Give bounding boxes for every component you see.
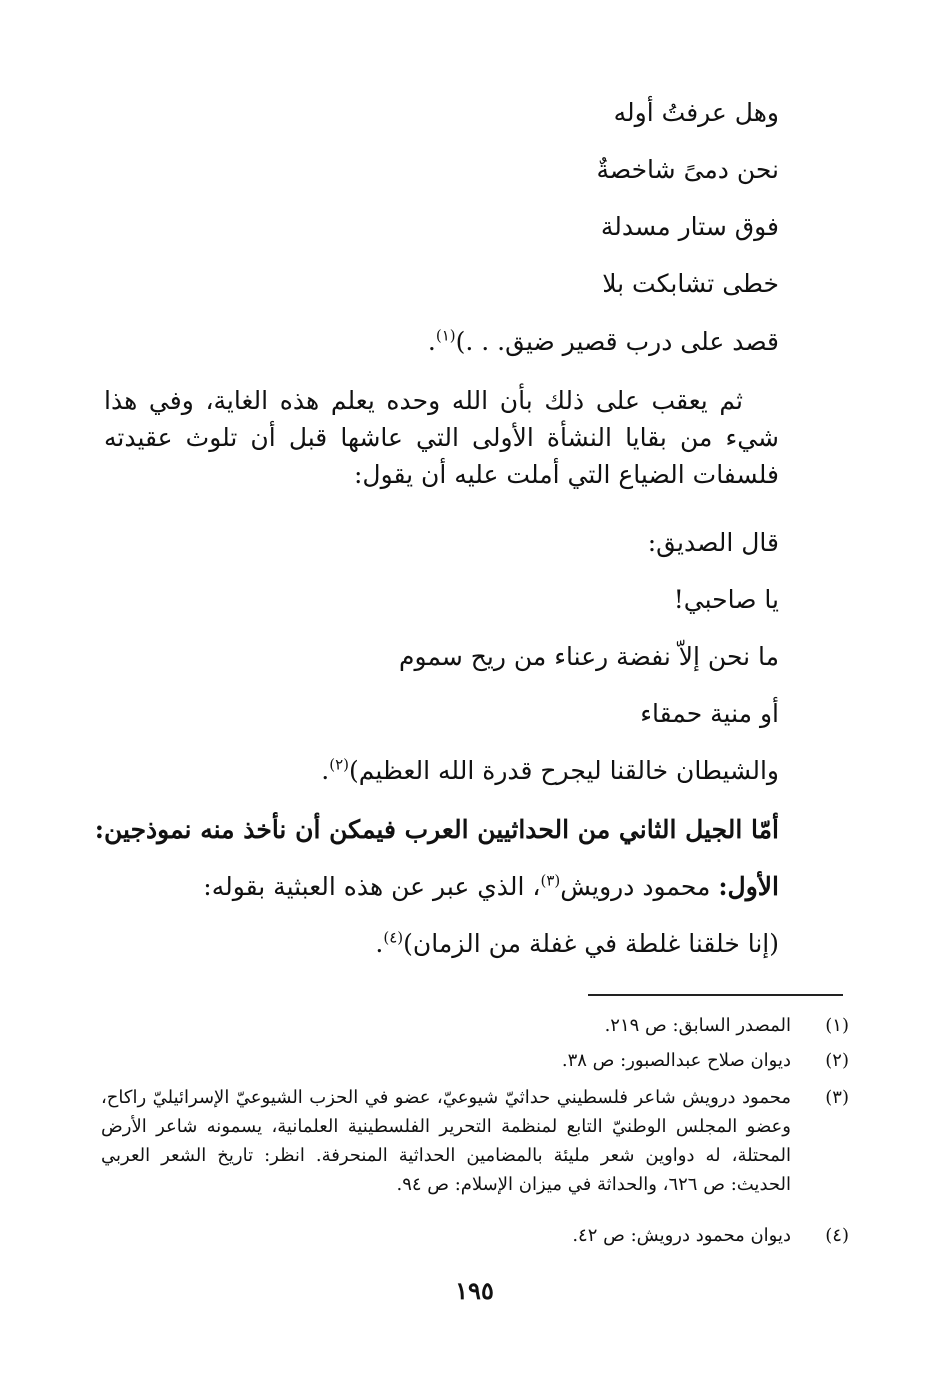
poem-line-text: قصد على درب قصير ضيق. . .) <box>455 327 779 356</box>
example-text: ، الذي عبر عن هذه العبثية بقوله: <box>203 872 541 901</box>
poet-name: محمود درويش <box>560 872 719 901</box>
footnote <box>101 1046 849 1075</box>
footnote-number: (١) <box>825 1015 849 1036</box>
footnote <box>101 1011 849 1040</box>
poem-line: قال الصديق: <box>647 528 779 557</box>
example-label: الأول: <box>718 872 779 901</box>
poem-line: نحن دمىً شاخصةٌ <box>596 155 779 184</box>
poem-line: أو منية حمقاء <box>640 699 779 728</box>
footnote-text: محمود درويش شاعر فلسطيني حداثيّ شيوعيّ، عضو في الحزب الشيوعيّ الإسرائيليّ راكاح، وعضو المجلس الوطنيّ التابع لمنظمة التحرير الفلسطينية العلمانية، يسمونه شاعر الأرض المحتلة، له دواوين شعر مليئة بالمضامين الحداثية المنحرفة. انظر: تاريخ الشعر العربي الحديث: ص ٦٢٦، والحداثة في ميزان الإسلام: ص ٩٤. <box>101 1087 792 1195</box>
poem-line: وهل عرفتُ أوله <box>613 98 779 127</box>
footnote-text: ديوان محمود درويش: ص ٤٢. <box>572 1225 791 1246</box>
footnote <box>101 1083 849 1199</box>
poem-line: خطى تشابكت بلا <box>602 269 779 298</box>
poem-line: ما نحن إلاّ نفضة رعناء من ريح سموم <box>399 642 779 671</box>
punctuation: . <box>321 756 330 785</box>
footnote-text: المصدر السابق: ص ٢١٩. <box>604 1015 791 1036</box>
footnote-ref: (٢) <box>329 755 350 774</box>
poem-line: يا صاحبي! <box>673 585 779 614</box>
punctuation: . <box>375 929 384 958</box>
footnote-number: (٣) <box>825 1087 849 1108</box>
example-line <box>203 870 779 904</box>
quote-text: (إنا خلقنا غلطة في غفلة من الزمان) <box>403 929 779 958</box>
body-paragraph <box>104 382 779 493</box>
footnote-number: (٤) <box>825 1225 849 1246</box>
punctuation: . <box>427 327 436 356</box>
footnote-ref: (٣) <box>540 871 561 890</box>
poem-line <box>428 325 779 359</box>
footnote-ref: (١) <box>435 326 456 345</box>
poem-line-text: والشيطان خالقنا ليجرح قدرة الله العظيم) <box>349 756 779 785</box>
page-number: ١٩٥ <box>455 1276 494 1305</box>
poem-line <box>321 754 779 788</box>
footnote-text: ديوان صلاح عبدالصبور: ص ٣٨. <box>561 1050 791 1071</box>
footnote-number: (٢) <box>825 1050 849 1071</box>
footnote <box>101 1221 849 1250</box>
paragraph-text: ثم يعقب على ذلك بأن الله وحده يعلم هذه الغاية، وفي هذا شيء من بقايا النشأة الأولى التي عاشها قبل أن تلوث عقيدته فلسفات الضياع التي أملت عليه أن يقول: <box>104 386 779 489</box>
footnote-ref: (٤) <box>383 928 404 947</box>
quote-line <box>375 927 779 961</box>
section-heading: أمّا الجيل الثاني من الحداثيين العرب فيمكن أن نأخذ منه نموذجين: <box>94 815 779 844</box>
footnote-separator <box>588 994 843 996</box>
poem-line: فوق ستار مسدلة <box>600 212 779 241</box>
